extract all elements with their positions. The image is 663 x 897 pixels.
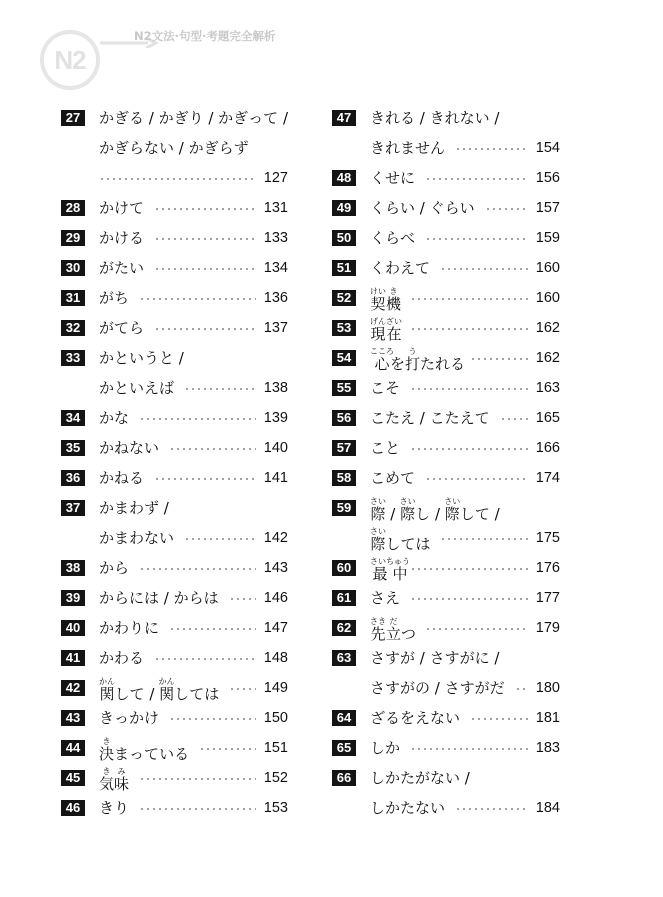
dot-leader xyxy=(410,328,528,330)
entry-title: 最中さいちゅう xyxy=(370,557,410,583)
entry-page-number: 163 xyxy=(535,380,560,396)
toc-entry-line xyxy=(332,257,560,287)
toc-entry[interactable] xyxy=(332,317,560,347)
dot-leader xyxy=(425,628,528,630)
dot-leader xyxy=(139,568,256,570)
entry-page-number: 151 xyxy=(263,740,288,756)
toc-entry[interactable] xyxy=(332,737,560,767)
entry-number-badge: 58 xyxy=(332,470,356,486)
entry-page-number: 177 xyxy=(535,590,560,606)
toc-entry-line xyxy=(332,497,560,527)
toc-entry[interactable] xyxy=(61,407,288,437)
entry-page-number: 133 xyxy=(263,230,288,246)
entry-title: 現げん在ざい xyxy=(370,317,402,343)
n2-logo xyxy=(40,30,100,90)
toc-entry-line xyxy=(61,257,288,287)
entry-number-badge: 46 xyxy=(61,800,85,816)
entry-title: さすが / さすがに / xyxy=(370,649,500,667)
entry-number-badge: 61 xyxy=(332,590,356,606)
toc-entry[interactable] xyxy=(332,647,560,707)
entry-number-badge: 52 xyxy=(332,290,356,306)
entry-page-number: 159 xyxy=(535,230,560,246)
toc-entry[interactable] xyxy=(332,557,560,587)
dot-leader xyxy=(425,478,528,480)
entry-number-badge: 30 xyxy=(61,260,85,276)
toc-entry[interactable] xyxy=(332,617,560,647)
dot-leader xyxy=(410,388,528,390)
toc-entry[interactable] xyxy=(332,437,560,467)
entry-title: かぎらない / かぎらず xyxy=(99,139,249,157)
toc-entry[interactable] xyxy=(61,107,288,197)
toc-entry-line xyxy=(61,407,288,437)
toc-entry-line xyxy=(61,467,288,497)
entry-page-number: 181 xyxy=(535,710,560,726)
entry-number-badge: 47 xyxy=(332,110,356,126)
dot-leader xyxy=(229,688,256,690)
toc-entry[interactable] xyxy=(332,497,560,557)
toc-entry-line xyxy=(61,137,288,167)
logo-text: N2 xyxy=(54,44,86,75)
entry-title: こめて xyxy=(370,469,416,487)
entry-number-badge: 38 xyxy=(61,560,85,576)
entry-title: こたえ / こたえて xyxy=(370,409,490,427)
entry-page-number: 160 xyxy=(535,260,560,276)
entry-number-badge: 31 xyxy=(61,290,85,306)
entry-title: かまわず / xyxy=(99,499,169,517)
dot-leader xyxy=(485,208,528,210)
entry-title: 先さき立だつ xyxy=(370,617,417,643)
entry-number-badge: 66 xyxy=(332,770,356,786)
toc-entry-line xyxy=(332,647,560,677)
entry-title: しかたがない / xyxy=(370,769,470,787)
dot-leader xyxy=(410,298,528,300)
toc-entry[interactable] xyxy=(332,767,560,827)
page-header xyxy=(40,22,340,92)
toc-entry-line xyxy=(332,797,560,827)
toc-entry-line xyxy=(332,707,560,737)
toc-entry-line xyxy=(61,107,288,137)
entry-page-number: 139 xyxy=(263,410,288,426)
dot-leader xyxy=(154,208,256,210)
toc-entry-line xyxy=(61,587,288,617)
toc-entry[interactable] xyxy=(332,407,560,437)
toc-entry[interactable] xyxy=(332,287,560,317)
toc-entry[interactable] xyxy=(61,797,288,827)
entry-title: かねない xyxy=(99,439,160,457)
entry-page-number: 146 xyxy=(263,590,288,606)
entry-title: 決きまっている xyxy=(99,737,190,763)
entry-page-number: 143 xyxy=(263,560,288,576)
toc-entry[interactable] xyxy=(61,647,288,677)
dot-leader xyxy=(154,268,256,270)
entry-title: かわりに xyxy=(99,619,160,637)
toc-entry-line xyxy=(332,377,560,407)
entry-number-badge: 28 xyxy=(61,200,85,216)
toc-entry[interactable] xyxy=(61,347,288,407)
entry-page-number: 136 xyxy=(263,290,288,306)
toc-entry[interactable] xyxy=(61,617,288,647)
entry-number-badge: 56 xyxy=(332,410,356,426)
dot-leader xyxy=(154,328,256,330)
toc-entry-line xyxy=(332,587,560,617)
toc-entry[interactable] xyxy=(61,737,288,767)
toc-entry[interactable] xyxy=(61,707,288,737)
entry-page-number: 154 xyxy=(535,140,560,156)
toc-entry-line xyxy=(332,347,560,377)
toc-entry[interactable] xyxy=(61,767,288,797)
toc-entry[interactable] xyxy=(332,257,560,287)
dot-leader xyxy=(500,418,528,420)
toc-entry-line xyxy=(61,617,288,647)
dot-leader xyxy=(440,538,528,540)
entry-title: かといえば xyxy=(99,379,175,397)
toc-entry-line xyxy=(61,227,288,257)
toc-entry-line xyxy=(61,197,288,227)
toc-entry[interactable] xyxy=(61,497,288,557)
dot-leader xyxy=(515,688,528,690)
toc-entry-line xyxy=(61,377,288,407)
entry-title: さすがの / さすがだ xyxy=(370,679,505,697)
entry-title: かわる xyxy=(99,649,145,667)
entry-page-number: 127 xyxy=(263,170,288,186)
dot-leader xyxy=(199,748,256,750)
entry-page-number: 175 xyxy=(535,530,560,546)
dot-leader xyxy=(425,178,528,180)
toc-entry[interactable] xyxy=(61,287,288,317)
toc-entry-line xyxy=(332,167,560,197)
entry-page-number: 142 xyxy=(263,530,288,546)
entry-title: がてら xyxy=(99,319,145,337)
entry-number-badge: 29 xyxy=(61,230,85,246)
toc-entry-line xyxy=(332,467,560,497)
dot-leader xyxy=(410,598,528,600)
toc-entry-line xyxy=(61,317,288,347)
entry-page-number: 183 xyxy=(535,740,560,756)
entry-number-badge: 48 xyxy=(332,170,356,186)
toc-entry-line xyxy=(332,227,560,257)
entry-page-number: 138 xyxy=(263,380,288,396)
dot-leader xyxy=(440,268,528,270)
toc-column-left xyxy=(61,107,288,827)
entry-number-badge: 42 xyxy=(61,680,85,696)
dot-leader xyxy=(410,568,528,570)
toc-entry[interactable] xyxy=(332,347,560,377)
entry-page-number: 148 xyxy=(263,650,288,666)
entry-title: さえ xyxy=(370,589,401,607)
entry-number-badge: 65 xyxy=(332,740,356,756)
entry-title: 関かんして / 関かんしては xyxy=(99,677,220,703)
entry-number-badge: 43 xyxy=(61,710,85,726)
entry-title: がたい xyxy=(99,259,145,277)
entry-title: かける xyxy=(99,229,145,247)
toc-entry-line xyxy=(61,167,288,197)
toc-entry-line xyxy=(332,617,560,647)
entry-title: かねる xyxy=(99,469,145,487)
entry-page-number: 149 xyxy=(263,680,288,696)
toc-entry-line xyxy=(61,767,288,797)
toc-entry-line xyxy=(332,407,560,437)
entry-page-number: 180 xyxy=(535,680,560,696)
entry-number-badge: 49 xyxy=(332,200,356,216)
entry-title: ざるをえない xyxy=(370,709,461,727)
toc-entry-line xyxy=(61,287,288,317)
entry-number-badge: 55 xyxy=(332,380,356,396)
toc-entry-line xyxy=(332,287,560,317)
toc-entry-line xyxy=(61,527,288,557)
toc-entry[interactable] xyxy=(61,677,288,707)
dot-leader xyxy=(169,718,256,720)
toc-entry-line xyxy=(332,767,560,797)
entry-number-badge: 44 xyxy=(61,740,85,756)
entry-number-badge: 45 xyxy=(61,770,85,786)
entry-page-number: 165 xyxy=(535,410,560,426)
toc-entry-line xyxy=(332,107,560,137)
toc-entry[interactable] xyxy=(61,467,288,497)
toc-entry[interactable] xyxy=(332,587,560,617)
entry-page-number: 184 xyxy=(535,800,560,816)
toc-entry[interactable] xyxy=(332,197,560,227)
entry-title: こと xyxy=(370,439,401,457)
entry-page-number: 147 xyxy=(263,620,288,636)
entry-number-badge: 32 xyxy=(61,320,85,336)
toc-entry-line xyxy=(61,707,288,737)
dot-leader xyxy=(139,778,256,780)
entry-title: 気き味み xyxy=(99,767,130,793)
entry-number-badge: 34 xyxy=(61,410,85,426)
toc-entry[interactable] xyxy=(61,557,288,587)
entry-page-number: 179 xyxy=(535,620,560,636)
dot-leader xyxy=(184,388,256,390)
entry-number-badge: 41 xyxy=(61,650,85,666)
entry-page-number: 141 xyxy=(263,470,288,486)
entry-page-number: 166 xyxy=(535,440,560,456)
toc-entry-line xyxy=(61,347,288,377)
toc-entry-line xyxy=(61,647,288,677)
entry-number-badge: 54 xyxy=(332,350,356,366)
entry-title: かというと / xyxy=(99,349,184,367)
entry-number-badge: 57 xyxy=(332,440,356,456)
toc-entry[interactable] xyxy=(61,227,288,257)
toc-entry[interactable] xyxy=(332,707,560,737)
toc-entry[interactable] xyxy=(61,197,288,227)
entry-number-badge: 36 xyxy=(61,470,85,486)
entry-title: からには / からは xyxy=(99,589,219,607)
toc-entry[interactable] xyxy=(61,587,288,617)
dot-leader xyxy=(139,808,256,810)
entry-title: から xyxy=(99,559,130,577)
entry-number-badge: 50 xyxy=(332,230,356,246)
dot-leader xyxy=(169,628,256,630)
entry-number-badge: 63 xyxy=(332,650,356,666)
entry-number-badge: 60 xyxy=(332,560,356,576)
dot-leader xyxy=(470,358,528,360)
entry-title: しかたない xyxy=(370,799,446,817)
entry-page-number: 162 xyxy=(535,350,560,366)
dot-leader xyxy=(139,418,256,420)
toc-entry-line xyxy=(61,797,288,827)
toc-entry-line xyxy=(332,197,560,227)
entry-page-number: 152 xyxy=(263,770,288,786)
entry-title: くわえて xyxy=(370,259,431,277)
entry-number-badge: 51 xyxy=(332,260,356,276)
entry-number-badge: 62 xyxy=(332,620,356,636)
entry-title: くらべ xyxy=(370,229,416,247)
toc-entry-line xyxy=(61,557,288,587)
header-title: N2文法·句型·考題完全解析 xyxy=(134,29,276,43)
dot-leader xyxy=(455,808,528,810)
toc-entry[interactable] xyxy=(332,467,560,497)
dot-leader xyxy=(425,238,528,240)
entry-title: こそ xyxy=(370,379,401,397)
dot-leader xyxy=(184,538,256,540)
dot-leader xyxy=(154,658,256,660)
entry-number-badge: 59 xyxy=(332,500,356,516)
entry-page-number: 156 xyxy=(535,170,560,186)
entry-title: 際さいしては xyxy=(370,527,431,553)
entry-title: きれません xyxy=(370,139,446,157)
entry-title: きり xyxy=(99,799,130,817)
entry-title: かぎる / かぎり / かぎって / xyxy=(99,109,289,127)
entry-title: くせに xyxy=(370,169,416,187)
toc-entry-line xyxy=(332,137,560,167)
entry-number-badge: 37 xyxy=(61,500,85,516)
toc-entry-line xyxy=(61,737,288,767)
entry-title: 契けい機き xyxy=(370,287,401,313)
entry-title: 際さい / 際さいし / 際さいして / xyxy=(370,497,500,523)
dot-leader xyxy=(154,238,256,240)
entry-page-number: 131 xyxy=(263,200,288,216)
toc-entry-line xyxy=(332,677,560,707)
entry-number-badge: 39 xyxy=(61,590,85,606)
entry-page-number: 162 xyxy=(535,320,560,336)
entry-title: きれる / きれない / xyxy=(370,109,500,127)
dot-leader xyxy=(455,148,528,150)
toc-entry-line xyxy=(332,737,560,767)
entry-title: きっかけ xyxy=(99,709,160,727)
entry-page-number: 176 xyxy=(535,560,560,576)
dot-leader xyxy=(410,748,528,750)
toc-entry-line xyxy=(61,497,288,527)
entry-number-badge: 27 xyxy=(61,110,85,126)
entry-page-number: 137 xyxy=(263,320,288,336)
toc-entry-line xyxy=(332,557,560,587)
entry-page-number: 134 xyxy=(263,260,288,276)
dot-leader xyxy=(410,448,528,450)
dot-leader xyxy=(229,598,256,600)
entry-page-number: 150 xyxy=(263,710,288,726)
entry-page-number: 160 xyxy=(535,290,560,306)
toc-entry[interactable] xyxy=(61,317,288,347)
entry-title: 心こころを打うたれる xyxy=(370,347,466,373)
toc-entry[interactable] xyxy=(332,167,560,197)
toc-entry-line xyxy=(61,677,288,707)
dot-leader xyxy=(154,478,256,480)
dot-leader xyxy=(99,178,256,180)
entry-page-number: 174 xyxy=(535,470,560,486)
entry-number-badge: 53 xyxy=(332,320,356,336)
toc-entry[interactable] xyxy=(61,437,288,467)
entry-page-number: 140 xyxy=(263,440,288,456)
toc-entry-line xyxy=(332,437,560,467)
dot-leader xyxy=(169,448,256,450)
entry-title: かけて xyxy=(99,199,145,217)
entry-page-number: 153 xyxy=(263,800,288,816)
entry-number-badge: 35 xyxy=(61,440,85,456)
toc-entry-line xyxy=(61,437,288,467)
entry-title: かな xyxy=(99,409,130,427)
dot-leader xyxy=(470,718,528,720)
entry-number-badge: 33 xyxy=(61,350,85,366)
entry-number-badge: 40 xyxy=(61,620,85,636)
entry-title: くらい / ぐらい xyxy=(370,199,475,217)
toc-entry[interactable] xyxy=(332,107,560,167)
toc-entry[interactable] xyxy=(332,377,560,407)
dot-leader xyxy=(139,298,256,300)
entry-page-number: 157 xyxy=(535,200,560,216)
toc-column-right xyxy=(332,107,560,827)
toc-entry-line xyxy=(332,527,560,557)
entry-title: しか xyxy=(370,739,401,757)
entry-title: かまわない xyxy=(99,529,175,547)
toc-entry[interactable] xyxy=(61,257,288,287)
entry-title: がち xyxy=(99,289,130,307)
toc-entry-line xyxy=(332,317,560,347)
toc-entry[interactable] xyxy=(332,227,560,257)
entry-number-badge: 64 xyxy=(332,710,356,726)
